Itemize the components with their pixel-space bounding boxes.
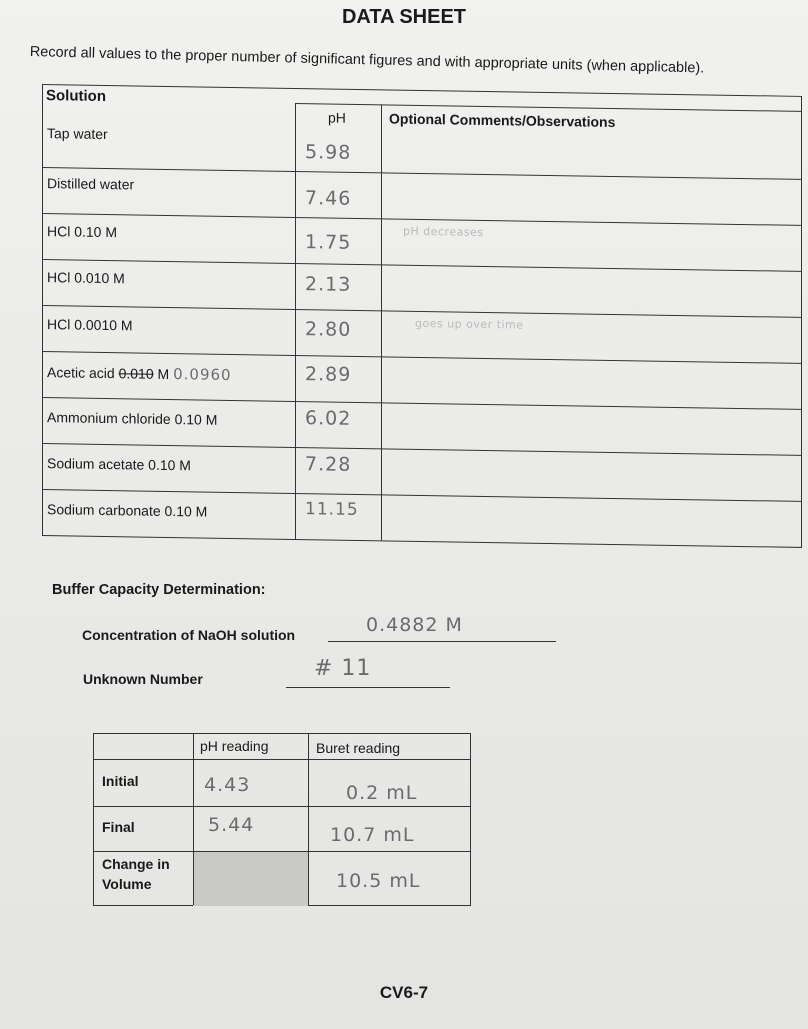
row-ph-value: 1.75 — [305, 231, 352, 254]
buffer-table — [93, 733, 471, 906]
solutions-table — [42, 84, 802, 548]
col-ph-reading: pH reading — [200, 738, 269, 754]
row-ph-value: 2.13 — [305, 273, 352, 296]
shaded-cell — [193, 851, 308, 906]
header-top-line — [295, 103, 801, 112]
row-final-label: Final — [102, 819, 135, 835]
row-ph-value: 2.89 — [305, 363, 352, 386]
naoh-label: Concentration of NaOH solution — [82, 627, 296, 643]
row-comment: pH decreases — [403, 224, 484, 239]
buf-row-divider — [94, 759, 470, 760]
unknown-value: # 11 — [314, 656, 372, 681]
row-solution-label: Distilled water — [47, 175, 135, 193]
page-footer-code: CV6-7 — [379, 983, 429, 1002]
col-divider-comments — [381, 104, 382, 540]
naoh-blank-line — [328, 641, 556, 642]
row-ph-value: 5.98 — [305, 141, 352, 164]
header-comments: Optional Comments/Observations — [389, 110, 616, 131]
row-solution-label: HCl 0.010 M — [47, 269, 125, 287]
initial-ph: 4.43 — [204, 774, 251, 796]
row-divider — [43, 489, 801, 502]
buffer-section-title: Buffer Capacity Determination: — [52, 582, 266, 598]
row-ph-value: 11.15 — [305, 499, 359, 520]
initial-buret: 0.2 mL — [346, 782, 418, 804]
buf-row-divider — [94, 806, 470, 807]
row-divider — [43, 167, 801, 180]
row-ph-value: 6.02 — [305, 407, 352, 430]
row-solution-label: Sodium acetate 0.10 M — [47, 455, 191, 474]
row-ph-value: 7.46 — [305, 187, 352, 210]
row-solution-label: HCl 0.10 M — [47, 223, 118, 241]
change-buret: 10.5 mL — [336, 870, 421, 892]
row-solution-label: Sodium carbonate 0.10 M — [47, 501, 208, 520]
final-buret: 10.7 mL — [330, 824, 415, 846]
header-solution: Solution — [46, 87, 106, 106]
page-title: DATA SHEET — [341, 6, 467, 28]
instructions-text: Record all values to the proper number of significant figures and with appropriate units (when applicable). — [29, 44, 705, 77]
col-buret-reading: Buret reading — [316, 740, 401, 756]
row-solution-label: Ammonium chloride 0.10 M — [47, 409, 218, 428]
unknown-label: Unknown Number — [83, 671, 203, 687]
row-divider — [43, 443, 801, 456]
buf-row-divider — [94, 851, 470, 852]
row-ph-value: 2.80 — [305, 318, 352, 341]
row-divider — [43, 351, 801, 364]
row-ph-value: 7.28 — [305, 453, 352, 476]
col-divider-ph — [295, 103, 296, 539]
naoh-value: 0.4882 M — [366, 614, 463, 636]
row-divider — [43, 259, 801, 272]
row-solution-label: Acetic acid 0.010 M 0.0960 — [47, 364, 232, 384]
row-solution-label: HCl 0.0010 M — [47, 316, 133, 334]
row-solution-label: Tap water — [47, 125, 108, 143]
handwritten-concentration: 0.0960 — [173, 365, 232, 384]
row-initial-label: Initial — [102, 773, 139, 789]
row-change-label: Change in Volume — [102, 856, 170, 892]
row-comment: goes up over time — [415, 316, 524, 332]
unknown-blank-line — [286, 687, 450, 688]
header-ph: pH — [328, 109, 346, 126]
row-divider — [43, 397, 801, 410]
final-ph: 5.44 — [208, 814, 255, 836]
